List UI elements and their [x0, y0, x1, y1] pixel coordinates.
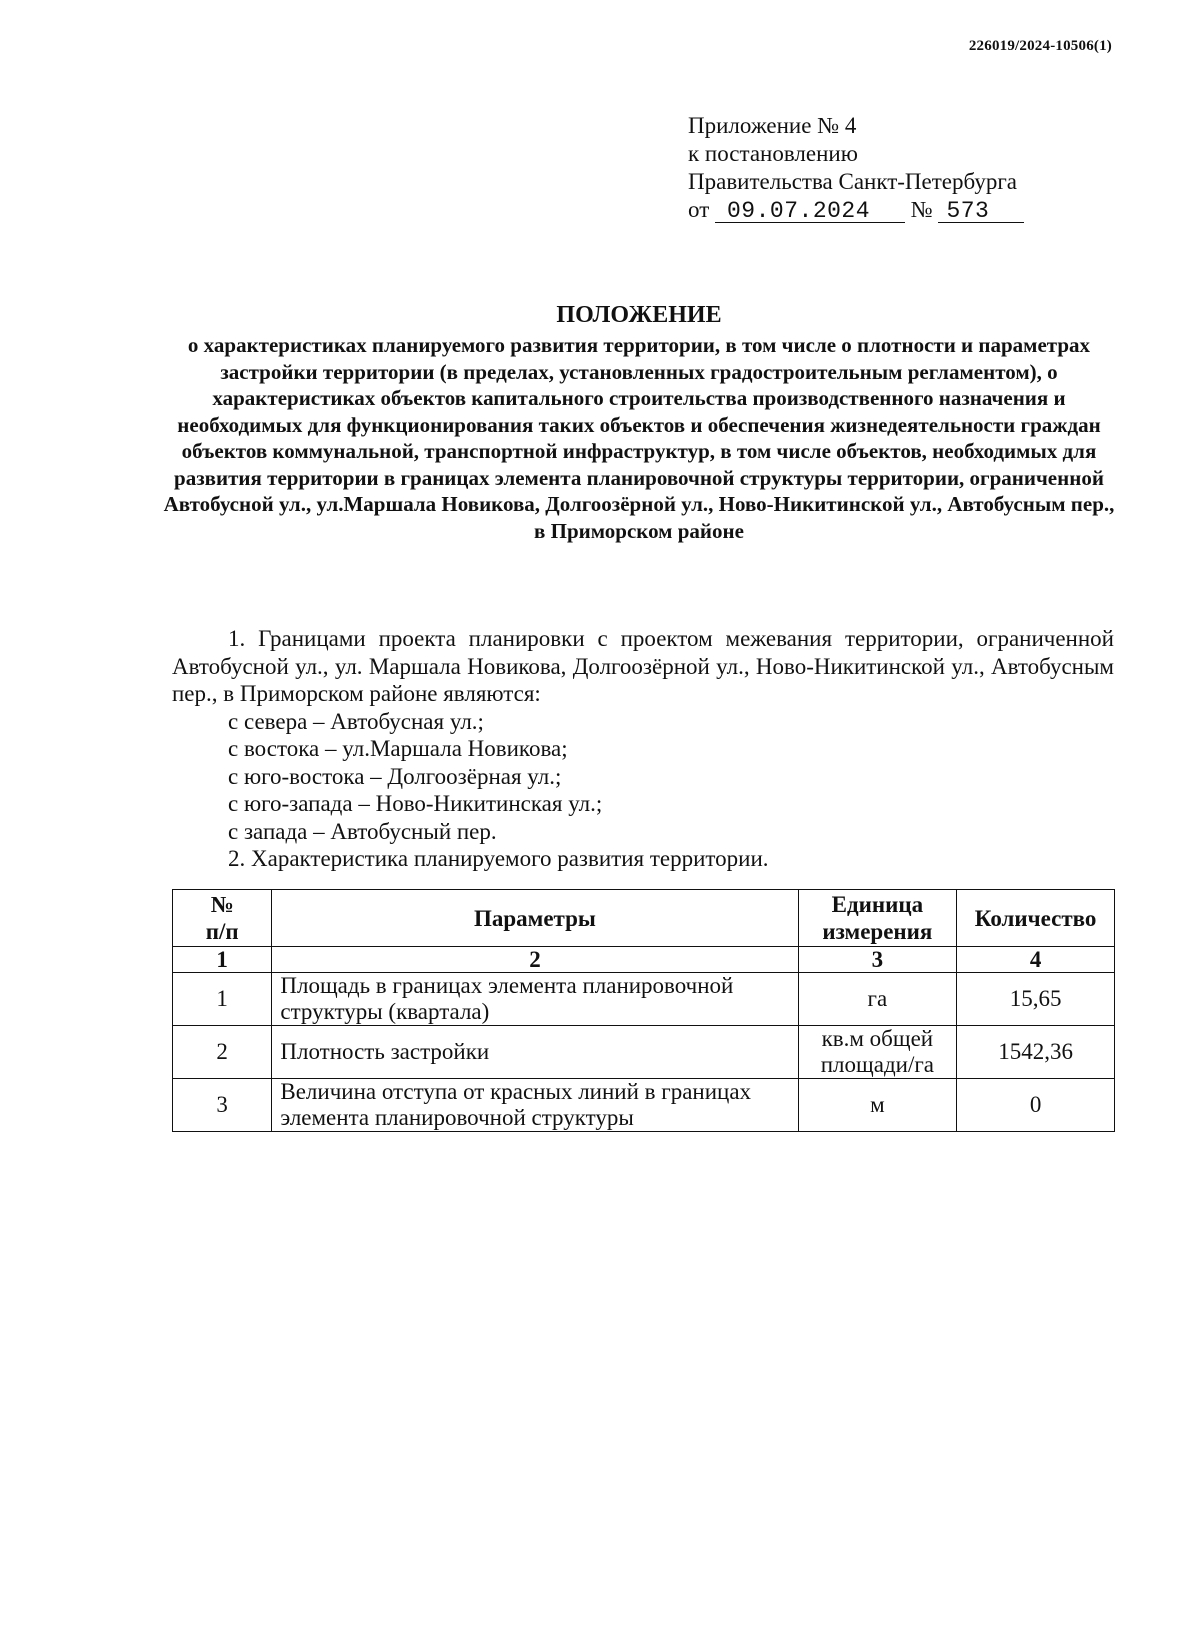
date-prefix: от [688, 197, 710, 222]
row-qty: 0 [957, 1079, 1115, 1132]
row-param: Площадь в границах элемента планировочной структуры (квартала) [272, 973, 798, 1026]
document-title: ПОЛОЖЕНИЕ [556, 302, 722, 328]
row-unit [798, 1026, 957, 1079]
index-cell: 1 [173, 947, 272, 973]
appendix-line-2: к постановлению [688, 141, 858, 166]
table-header-row [173, 890, 1115, 947]
header-num [173, 890, 272, 947]
index-cell: 3 [798, 947, 957, 973]
header-unit-line2: измерения [822, 919, 933, 944]
document-subtitle: о характеристиках планируемого развития территории, в том числе о плотности и параметрах застройки территории (в пределах, установленных градостроительным регламентом), о характеристиках объектов капитального строительства производственного назначения и необходимых для функционирования таких объектов и обеспечения жизнедеятельности граждан объектов коммунальной, транспортной инфраструктур, в том числе объектов, необходимых для развития территории в границах элемента планировочной структуры территории, ограниченной Автобусной ул., ул.Маршала Новикова, Долгоозёрной ул., Ново-Никитинской ул., Автобусным пер., в Приморском районе [163, 333, 1115, 543]
row-unit [798, 973, 957, 1026]
row-qty: 1542,36 [957, 1026, 1115, 1079]
header-qty: Количество [957, 890, 1115, 947]
paragraph-characteristics: 2. Характеристика планируемого развития территории. [228, 846, 769, 871]
table-row [173, 1026, 1115, 1079]
header-unit [798, 890, 957, 947]
row-unit-line1: га [867, 986, 888, 1011]
row-unit [798, 1079, 957, 1132]
document-body [172, 625, 1114, 873]
row-unit-line1: кв.м общей [821, 1026, 934, 1051]
row-param: Величина отступа от красных линий в границах элемента планировочной структуры [272, 1079, 798, 1132]
boundary-west: с запада – Автобусный пер. [228, 818, 497, 844]
document-title-block [160, 298, 1118, 544]
appendix-line-1: Приложение № 4 [688, 113, 857, 138]
appendix-line-3: Правительства Санкт-Петербурга [688, 169, 1017, 194]
resolution-date: 09.07.2024 [715, 200, 905, 223]
header-num-line2: п/п [205, 919, 239, 944]
resolution-number: 573 [938, 200, 1024, 223]
row-unit-line2: площади/га [820, 1052, 934, 1077]
table-row [173, 973, 1115, 1026]
paragraph-boundaries: 1. Границами проекта планировки с проектом межевания территории, ограниченной Автобусной ул., ул. Маршала Новикова, Долгоозёрной ул., Ново-Никитинской ул., Автобусным пер., в Приморском районе являются: [172, 626, 1114, 706]
header-unit-line1: Единица [831, 892, 924, 917]
row-qty: 15,65 [957, 973, 1115, 1026]
row-num: 2 [173, 1026, 272, 1079]
index-cell: 4 [957, 947, 1115, 973]
row-num: 1 [173, 973, 272, 1026]
row-param: Плотность застройки [272, 1026, 798, 1079]
document-number: 226019/2024-10506(1) [968, 38, 1112, 54]
header-num-line1: № [210, 892, 234, 917]
boundary-east: с востока – ул.Маршала Новикова; [228, 736, 568, 761]
appendix-date-line [688, 196, 1024, 224]
index-cell: 2 [272, 947, 798, 973]
table-row [173, 1079, 1115, 1132]
boundary-southwest: с юго-запада – Ново-Никитинская ул.; [228, 791, 603, 816]
row-num: 3 [173, 1079, 272, 1132]
header-param: Параметры [272, 890, 798, 947]
parameters-table [172, 889, 1115, 1132]
table-index-row [173, 947, 1115, 973]
boundary-southeast: с юго-востока – Долгоозёрная ул.; [228, 763, 562, 789]
boundary-north: с севера – Автобусная ул.; [228, 708, 484, 734]
number-prefix: № [910, 197, 933, 222]
row-unit-line1: м [870, 1092, 885, 1117]
appendix-header [688, 112, 1024, 224]
